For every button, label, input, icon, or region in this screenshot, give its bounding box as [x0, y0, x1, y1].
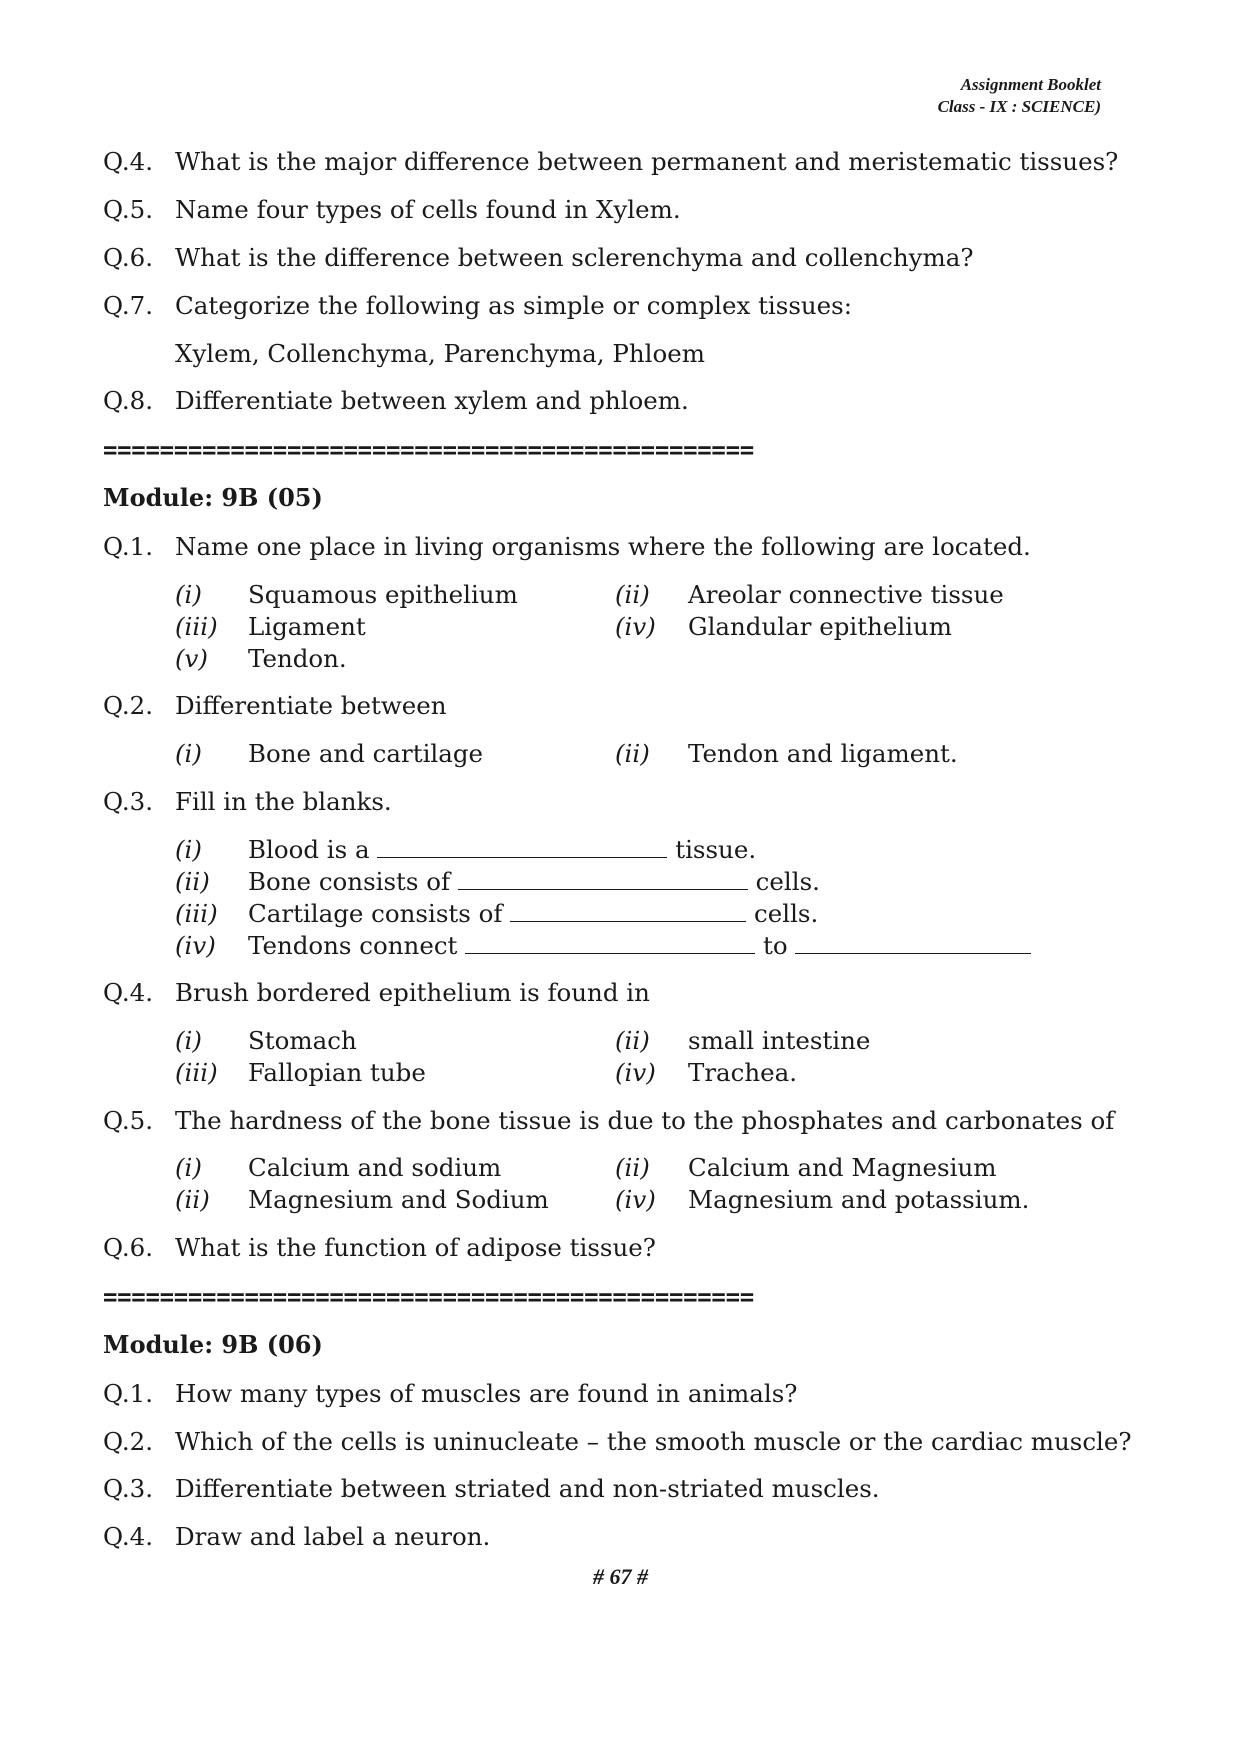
- answer-blank: [465, 933, 755, 954]
- question-text: The hardness of the bone tissue is due to the phosphates and carbonates of: [175, 1106, 1115, 1135]
- option-label: (iv): [175, 931, 216, 960]
- question-number: Q.6.: [103, 1233, 154, 1262]
- question-text: Name four types of cells found in Xylem.: [175, 195, 681, 224]
- option-label: (i): [175, 580, 202, 609]
- option-label: (i): [175, 739, 202, 768]
- question-row: [103, 1233, 656, 1262]
- option-label: (ii): [615, 1153, 650, 1182]
- question-row: [103, 1427, 1132, 1456]
- answer-blank: [458, 869, 748, 890]
- question-text: Fill in the blanks.: [175, 787, 392, 816]
- option-text: Calcium and sodium: [248, 1153, 502, 1182]
- question-row: [103, 1379, 797, 1408]
- question-text: Categorize the following as simple or complex tissues:: [175, 291, 853, 320]
- option-text: Ligament: [248, 612, 366, 641]
- question-number: Q.3.: [103, 787, 154, 816]
- question-number: Q.7.: [103, 291, 154, 320]
- option-label: (iv): [615, 1185, 656, 1214]
- option-item: [175, 1153, 501, 1182]
- option-label: (ii): [615, 580, 650, 609]
- answer-blank: [795, 933, 1031, 954]
- option-label: (iii): [175, 1058, 218, 1087]
- option-label: (i): [175, 835, 202, 864]
- fill-blank-item: [175, 835, 756, 864]
- question-row: [103, 1106, 1114, 1135]
- option-text: Magnesium and potassium.: [688, 1185, 1030, 1214]
- question-text: Name one place in living organisms where the following are located.: [175, 532, 1031, 561]
- blank-suffix: cells.: [755, 867, 820, 896]
- option-text: Glandular epithelium: [688, 612, 953, 641]
- option-label: (iii): [175, 899, 218, 928]
- question-text: Brush bordered epithelium is found in: [175, 978, 650, 1007]
- question-row: [103, 787, 392, 816]
- option-item: [615, 612, 952, 641]
- option-item: [615, 1058, 797, 1087]
- blank-suffix: cells.: [754, 899, 819, 928]
- question-text: Differentiate between: [175, 691, 447, 720]
- question-row: [103, 1522, 490, 1551]
- option-label: (iii): [175, 612, 218, 641]
- question-text: What is the major difference between permanent and meristematic tissues?: [175, 147, 1119, 176]
- question-number: Q.2.: [103, 1427, 154, 1456]
- blank-suffix: tissue.: [675, 835, 757, 864]
- section-separator: ==============================================: [103, 436, 754, 464]
- blank-prefix: Tendons connect: [248, 931, 458, 960]
- fill-blank-item: [175, 867, 820, 896]
- booklet-title: Assignment Booklet: [960, 75, 1101, 94]
- question-row: [103, 195, 681, 224]
- question-row: [103, 243, 973, 272]
- option-label: (i): [175, 1153, 202, 1182]
- option-label: (ii): [615, 1026, 650, 1055]
- blank-suffix: to: [762, 931, 788, 960]
- blank-prefix: Cartilage consists of: [248, 899, 503, 928]
- tissue-list: Xylem, Collenchyma, Parenchyma, Phloem: [175, 339, 705, 368]
- answer-blank: [377, 837, 667, 858]
- option-item: [175, 1026, 357, 1055]
- option-item: [615, 1185, 1029, 1214]
- option-text: small intestine: [688, 1026, 871, 1055]
- option-item: [175, 612, 366, 641]
- option-text: Magnesium and Sodium: [248, 1185, 549, 1214]
- question-number: Q.5.: [103, 195, 154, 224]
- option-label: (i): [175, 1026, 202, 1055]
- option-item: [175, 739, 483, 768]
- question-number: Q.8.: [103, 386, 154, 415]
- question-row: [103, 291, 852, 320]
- option-item: [615, 1153, 996, 1182]
- option-label: (ii): [175, 1185, 210, 1214]
- option-text: Fallopian tube: [248, 1058, 426, 1087]
- answer-blank: [510, 901, 746, 922]
- question-text: What is the difference between sclerenchyma and collenchyma?: [175, 243, 974, 272]
- question-text: Differentiate between striated and non-striated muscles.: [175, 1474, 880, 1503]
- option-text: Tendon.: [248, 644, 347, 673]
- question-number: Q.1.: [103, 532, 154, 561]
- option-item: [175, 1185, 549, 1214]
- question-row: [103, 978, 650, 1007]
- option-item: [175, 644, 347, 673]
- section-separator: ==============================================: [103, 1283, 754, 1311]
- option-label: (v): [175, 644, 208, 673]
- option-item: [615, 739, 958, 768]
- option-text: Calcium and Magnesium: [688, 1153, 997, 1182]
- question-row: [103, 386, 689, 415]
- module-heading: Module: 9B (05): [103, 483, 323, 512]
- fill-blank-item: [175, 931, 1031, 960]
- module-heading: Module: 9B (06): [103, 1330, 323, 1359]
- question-number: Q.1.: [103, 1379, 154, 1408]
- question-number: Q.4.: [103, 1522, 154, 1551]
- option-item: [175, 1058, 426, 1087]
- question-text: Differentiate between xylem and phloem.: [175, 386, 689, 415]
- question-text: Draw and label a neuron.: [175, 1522, 491, 1551]
- question-row: [103, 691, 447, 720]
- page-number: # 67 #: [593, 1564, 648, 1589]
- question-number: Q.4.: [103, 978, 154, 1007]
- option-text: Squamous epithelium: [248, 580, 518, 609]
- option-item: [615, 1026, 870, 1055]
- option-label: (iv): [615, 612, 656, 641]
- option-item: [615, 580, 1004, 609]
- question-number: Q.6.: [103, 243, 154, 272]
- question-text: Which of the cells is uninucleate – the smooth muscle or the cardiac muscle?: [175, 1427, 1132, 1456]
- option-label: (iv): [615, 1058, 656, 1087]
- question-number: Q.3.: [103, 1474, 154, 1503]
- blank-prefix: Bone consists of: [248, 867, 451, 896]
- question-row: [103, 532, 1031, 561]
- question-number: Q.2.: [103, 691, 154, 720]
- question-number: Q.5.: [103, 1106, 154, 1135]
- option-label: (ii): [175, 867, 210, 896]
- option-text: Tendon and ligament.: [688, 739, 958, 768]
- option-text: Stomach: [248, 1026, 357, 1055]
- question-number: Q.4.: [103, 147, 154, 176]
- option-text: Bone and cartilage: [248, 739, 484, 768]
- question-text: How many types of muscles are found in animals?: [175, 1379, 798, 1408]
- question-text: What is the function of adipose tissue?: [175, 1233, 656, 1262]
- blank-prefix: Blood is a: [248, 835, 370, 864]
- option-text: Trachea.: [688, 1058, 798, 1087]
- class-subject: Class - IX : SCIENCE): [937, 97, 1101, 116]
- fill-blank-item: [175, 899, 818, 928]
- question-row: [103, 1474, 880, 1503]
- option-item: [175, 580, 518, 609]
- option-text: Areolar connective tissue: [688, 580, 1004, 609]
- question-row: [103, 147, 1118, 176]
- option-label: (ii): [615, 739, 650, 768]
